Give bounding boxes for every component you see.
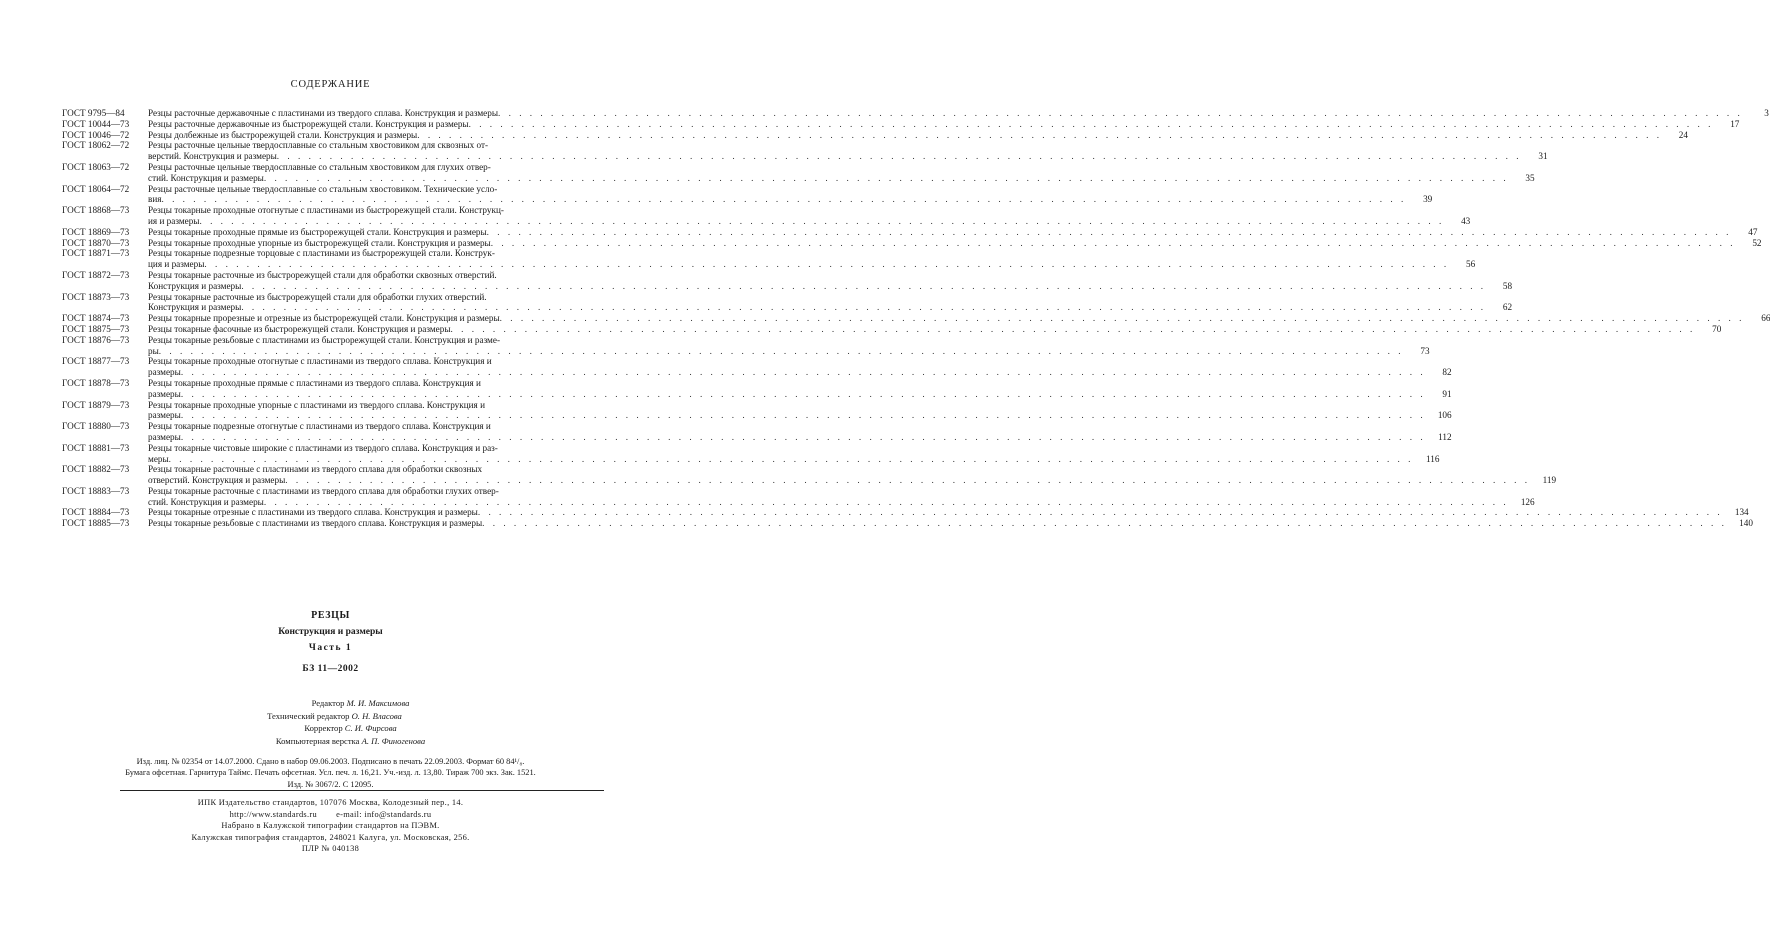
toc-dot-leader [491,238,1736,249]
toc-dot-leader [181,432,1426,443]
toc-entry [62,507,1749,518]
toc-dot-leader [478,507,1723,518]
toc-entry-code: ГОСТ 18884—73 [62,507,130,518]
toc-entry-text: Резцы токарные отрезные с пластинами из твердого сплава. Конструкция и размеры [148,507,478,518]
toc-entry-text: Резцы токарные подрезные отогнутые с пластинами из твердого сплава. Конструкция и [148,421,491,432]
toc-dot-leader [482,518,1727,529]
toc-entry-text: Резцы токарные проходные прямые с пластинами из твердого сплава. Конструкция и [148,377,481,388]
toc-entry-text: Резцы токарные подрезные торцовые с пластинами из быстрорежущей стали. Конструк- [148,248,495,259]
toc-entry-page: 39 [1423,194,1433,205]
toc-entry-code: ГОСТ 18869—73 [62,226,130,237]
toc-entry-line [148,130,1662,141]
toc-entry-line [148,292,1486,303]
toc-entry-line [148,356,1426,367]
toc-entry-text: размеры [148,388,181,399]
toc-dot-leader [264,173,1509,184]
toc-entry [62,518,1753,529]
toc-entry-line [148,227,1731,238]
toc-entry-code: ГОСТ 9795—84 [62,108,125,118]
staff-name: О. Н. Власова [351,710,402,721]
toc-entry-code: ГОСТ 18875—73 [62,323,130,334]
toc-entry-line [148,518,1727,529]
toc-entry-text: Резцы токарные расточные с пластинами из твердого сплава для обработки глухих отвер- [148,485,499,496]
toc-entry-title [148,443,1439,465]
toc-entry-page: 3 [1764,108,1769,118]
toc-entry-title [148,507,1749,518]
toc-entry [62,248,1476,270]
toc-entry-code: ГОСТ 18874—73 [62,313,130,324]
toc-entry-line [148,497,1509,508]
toc-entry-text: ия и размеры [148,215,200,226]
toc-entry-line [148,205,1444,216]
toc-entry-line [148,335,1404,346]
toc-entry-text: стий. Конструкция и размеры [148,496,264,507]
divider-line [120,790,604,791]
toc-entry-line [148,173,1509,184]
publisher-line: http://www.standards.ru e-mail: info@standards.ru [229,809,432,819]
toc-entry-page: 31 [1538,151,1548,162]
toc-entry-line [148,108,1743,119]
toc-entry-page: 43 [1461,215,1471,226]
toc-entry-title [148,464,1556,486]
publisher-info [0,797,661,855]
toc-entry [62,183,1433,206]
toc-entry-page: 116 [1425,453,1440,464]
toc-entry-line [148,238,1736,249]
toc-entry-line [148,507,1723,518]
toc-entry-text: меры [148,453,169,464]
toc-entry-line [148,410,1426,421]
staff-name: С. И. Фирсова [344,723,397,734]
toc-entry-line [148,464,1530,475]
toc-entry-page: 17 [1730,118,1740,129]
toc-entry-code: ГОСТ 18063—72 [62,161,130,172]
toc-dot-leader [241,281,1486,292]
toc-dot-leader [469,119,1714,130]
toc-entry-line [148,367,1426,378]
staff-role: Технический редактор [267,710,350,721]
toc-entry-title [148,270,1512,292]
toc-entry-title [148,518,1753,529]
toc-entry-text: отверстий. Конструкция и размеры [148,475,286,486]
staff-role: Компьютерная верстка [275,735,360,746]
toc-entry-page: 106 [1437,410,1452,421]
toc-entry-text: Резцы расточные цельные твердосплавные со стальным хвостовиком для глухих отвер- [148,161,491,172]
toc-entry [62,421,1452,443]
toc-entry-text: Резцы токарные проходные прямые из быстрорежущей стали. Конструкция и размеры [148,226,487,237]
toc-entry-line [148,324,1695,335]
toc-entry-text: Резцы токарные проходные отогнутые с пластинами из твердого сплава. Конструкция и [148,356,492,367]
toc-entry-line [148,248,1449,259]
toc-entry-line [148,270,1486,281]
toc-dot-leader [277,151,1522,162]
toc-entry-text: Конструкция и размеры [148,280,242,291]
print-imprint [62,756,599,790]
staff-name: М. И. Максимова [346,698,410,708]
toc-entry-text: Резцы токарные проходные упорные из быстрорежущей стали. Конструкция и размеры [148,237,491,248]
book-title: РЕЗЦЫ [311,610,350,621]
toc-entry-code: ГОСТ 18871—73 [62,248,130,259]
publisher-line: Набрано в Калужской типографии стандартов на ПЭВМ. [221,821,440,830]
toc-entry-code: ГОСТ 10044—73 [62,118,130,129]
toc-entry-page: 58 [1502,280,1513,291]
toc-entry-page: 52 [1752,237,1762,248]
toc-entry-page: 126 [1520,496,1535,507]
staff-role: Редактор [311,698,345,708]
toc-dot-leader [204,259,1449,270]
toc-entry-title [148,119,1739,130]
toc-entry-title [148,248,1475,270]
toc-entry-text: ры [148,345,159,356]
toc-entry [62,129,1688,141]
toc-dot-leader [169,454,1414,465]
toc-entry-title [148,335,1430,357]
toc-entry-line [148,443,1413,454]
toc-entry-code: ГОСТ 18064—72 [62,183,130,194]
toc-entry-page: 24 [1678,129,1688,140]
toc-entry-line [148,486,1509,497]
toc-entry-text: Резцы расточные державочные из быстрорежущей стали. Конструкция и размеры [148,118,469,129]
toc-entry-page: 82 [1442,367,1452,378]
toc-entry-page: 119 [1542,475,1557,486]
toc-entry [62,313,1770,324]
staff-row [0,697,661,710]
toc-entry-page: 73 [1420,345,1430,356]
toc-entry [62,291,1513,314]
toc-dot-leader [181,410,1426,421]
toc-entry-text: верстий. Конструкция и размеры [148,151,277,162]
toc-entry-title [148,292,1512,314]
toc-entry-text: Резцы токарные проходные отогнутые с пластинами из быстрорежущей стали. Конструкц- [148,205,504,216]
toc-entry-title [148,130,1688,141]
toc-entry [62,356,1452,378]
toc-entry-title [148,184,1432,206]
toc-entry-page: 112 [1438,431,1452,442]
toc-dot-leader [500,313,1745,324]
toc-entry-title [148,378,1452,400]
toc-entry-line [148,378,1426,389]
toc-entry-page: 35 [1525,172,1535,183]
staff-role: Корректор [304,723,343,734]
toc-entry-text: Резцы токарные расточные из быстрорежущей стали для обработки сквозных отверстий. [148,269,497,280]
imprint-line: Изд. лиц. № 02354 от 14.07.2000. Сдано в набор 09.06.2003. Подписано в печать 22.09.2003. Формат 60 84¹/₈. [136,757,525,766]
toc-dot-leader [181,389,1426,400]
toc-dot-leader [181,367,1426,378]
toc-entry [62,108,1769,119]
imprint-line: Изд. № 3067/2. С 12095. [287,779,374,789]
toc-entry-page: 91 [1442,388,1452,399]
toc-entry [62,323,1722,335]
toc-entry-line [148,454,1413,465]
toc-entry-line [148,421,1426,432]
toc-entry-text: размеры [148,431,181,442]
toc-entry [62,442,1440,465]
toc-dot-leader [285,475,1530,486]
toc-entry-line [148,475,1530,486]
toc-entry-text: размеры [148,367,181,378]
toc-entry-line [148,281,1486,292]
toc-entry-title [148,238,1762,249]
toc-entry [62,485,1535,508]
toc-entry-text: Резцы токарные прорезные и отрезные из быстрорежущей стали. Конструкция и размеры [148,313,500,324]
toc-entry-code: ГОСТ 18876—73 [62,334,130,345]
toc-entry-line [148,313,1744,324]
toc-entry-title [148,140,1548,162]
toc-entry-line [148,184,1406,195]
toc-entry-text: ция и размеры [148,259,205,270]
book-subtitle: Конструкция и размеры [278,627,383,637]
toc-entry-line [148,346,1404,357]
toc-entry-line [148,194,1406,205]
publisher-line: ИПК Издательство стандартов, 107076 Москва, Колодезный пер., 14. [197,798,464,807]
toc-entry-text: Резцы долбежные из быстрорежущей стали. Конструкция и размеры [148,129,418,140]
toc-entry [62,377,1452,400]
toc-entry-code: ГОСТ 18872—73 [62,269,130,280]
toc-entry-text: Резцы токарные резьбовые с пластинами из твердого сплава. Конструкция и размеры [148,518,483,529]
toc-entry-line [148,259,1449,270]
editorial-staff [0,697,661,747]
toc-entry-code: ГОСТ 18868—73 [62,205,130,216]
toc-entry-line [148,400,1426,411]
toc-dot-leader [487,227,1732,238]
table-of-contents [62,108,1770,529]
toc-entry-code: ГОСТ 18878—73 [62,377,130,388]
toc-entry-title [148,162,1535,184]
toc-entry-code: ГОСТ 18885—73 [62,518,130,529]
toc-entry-title [148,313,1770,324]
toc-entry [62,118,1740,130]
toc-entry-line [148,119,1713,130]
toc-entry [62,269,1513,292]
toc-title: СОДЕРЖАНИЕ [290,79,371,90]
toc-entry-page: 62 [1502,302,1513,313]
toc-entry-title [148,421,1452,443]
staff-row [0,710,661,723]
toc-entry-title [148,356,1452,378]
toc-entry-code: ГОСТ 18062—72 [62,140,130,151]
toc-entry [62,205,1471,227]
toc-entry-page: 66 [1761,313,1770,324]
toc-entry-line [148,216,1444,227]
toc-dot-leader [199,216,1444,227]
toc-entry-title [148,227,1757,238]
toc-entry-line [148,140,1522,151]
toc-entry-code: ГОСТ 18877—73 [62,356,130,367]
staff-name: А. П. Финогенова [361,735,426,746]
toc-entry-text: Резцы токарные расточные с пластинами из твердого сплава для обработки сквозных [148,464,483,475]
toc-entry-code: ГОСТ 18880—73 [62,421,130,432]
toc-entry-page: 140 [1739,518,1753,529]
toc-entry [62,464,1557,486]
toc-entry-text: размеры [148,410,181,421]
toc-entry-title [148,108,1769,119]
staff-row [0,722,661,735]
toc-entry-line [148,162,1509,173]
book-part: Часть 1 [308,643,353,653]
toc-dot-leader [451,324,1696,335]
staff-row [0,735,661,748]
toc-entry-code: ГОСТ 18882—73 [62,464,130,475]
toc-dot-leader [417,130,1662,141]
toc-entry-page: 56 [1465,259,1476,270]
toc-dot-leader [498,108,1743,119]
toc-entry-title [148,324,1721,335]
book-bz-number: БЗ 11—2002 [302,664,359,674]
toc-dot-leader [241,302,1486,313]
toc-entry-page: 134 [1734,507,1749,518]
toc-dot-leader [264,497,1509,508]
toc-entry-text: Конструкция и размеры [148,302,242,313]
toc-entry-title [148,400,1452,422]
toc-entry-title [148,205,1470,227]
toc-entry-text: Резцы расточные цельные твердосплавные со стальным хвостовиком. Технические усло- [148,183,498,194]
toc-entry-text: Резцы расточные цельные твердосплавные со стальным хвостовиком для сквозных от- [148,140,489,151]
toc-entry-text: вия [148,194,162,205]
toc-entry-code: ГОСТ 18873—73 [62,291,130,302]
toc-entry-text: Резцы токарные фасочные из быстрорежущей стали. Конструкция и размеры [148,323,451,334]
toc-dot-leader [159,346,1404,357]
toc-entry [62,140,1548,162]
toc-entry-code: ГОСТ 18879—73 [62,399,130,410]
toc-dot-leader [161,194,1406,205]
toc-entry-title [148,486,1535,508]
toc-entry-code: ГОСТ 18870—73 [62,237,130,248]
toc-entry-text: Резцы токарные резьбовые с пластинами из быстрорежущей стали. Конструкция и разме- [148,334,501,345]
toc-entry [62,161,1535,184]
toc-entry [62,334,1430,357]
toc-entry-line [148,389,1426,400]
toc-entry-line [148,151,1522,162]
toc-entry-page: 47 [1748,226,1758,237]
toc-entry-text: Резцы расточные державочные с пластинами из твердого сплава. Конструкция и размеры [148,108,499,118]
publisher-line: Калужская типография стандартов, 248021 Калуга, ул. Московская, 256. [191,832,470,842]
imprint-line: Бумага офсетная. Гарнитура Таймс. Печать офсетная. Усл. печ. л. 16,21. Уч.-изд. л. 13,80. Тираж 700 экз. Зак. 1521. [125,768,536,778]
toc-entry-code: ГОСТ 18883—73 [62,485,130,496]
toc-entry-page: 70 [1712,323,1722,334]
toc-entry-code: ГОСТ 18881—73 [62,442,130,453]
toc-entry-text: Резцы токарные расточные из быстрорежущей стали для обработки глухих отверстий. [148,291,487,302]
toc-entry-text: Резцы токарные проходные упорные с пластинами из твердого сплава. Конструкция и [148,399,486,410]
toc-entry-text: стий. Конструкция и размеры [148,172,264,183]
toc-entry-code: ГОСТ 10046—72 [62,129,130,140]
toc-entry-line [148,432,1426,443]
toc-entry-text: Резцы токарные чистовые широкие с пластинами из твердого сплава. Конструкция и раз- [148,442,498,453]
toc-entry [62,226,1758,238]
toc-entry [62,237,1762,249]
toc-entry-line [148,302,1486,313]
toc-entry [62,399,1452,422]
publisher-line: ПЛР № 040138 [301,844,360,853]
